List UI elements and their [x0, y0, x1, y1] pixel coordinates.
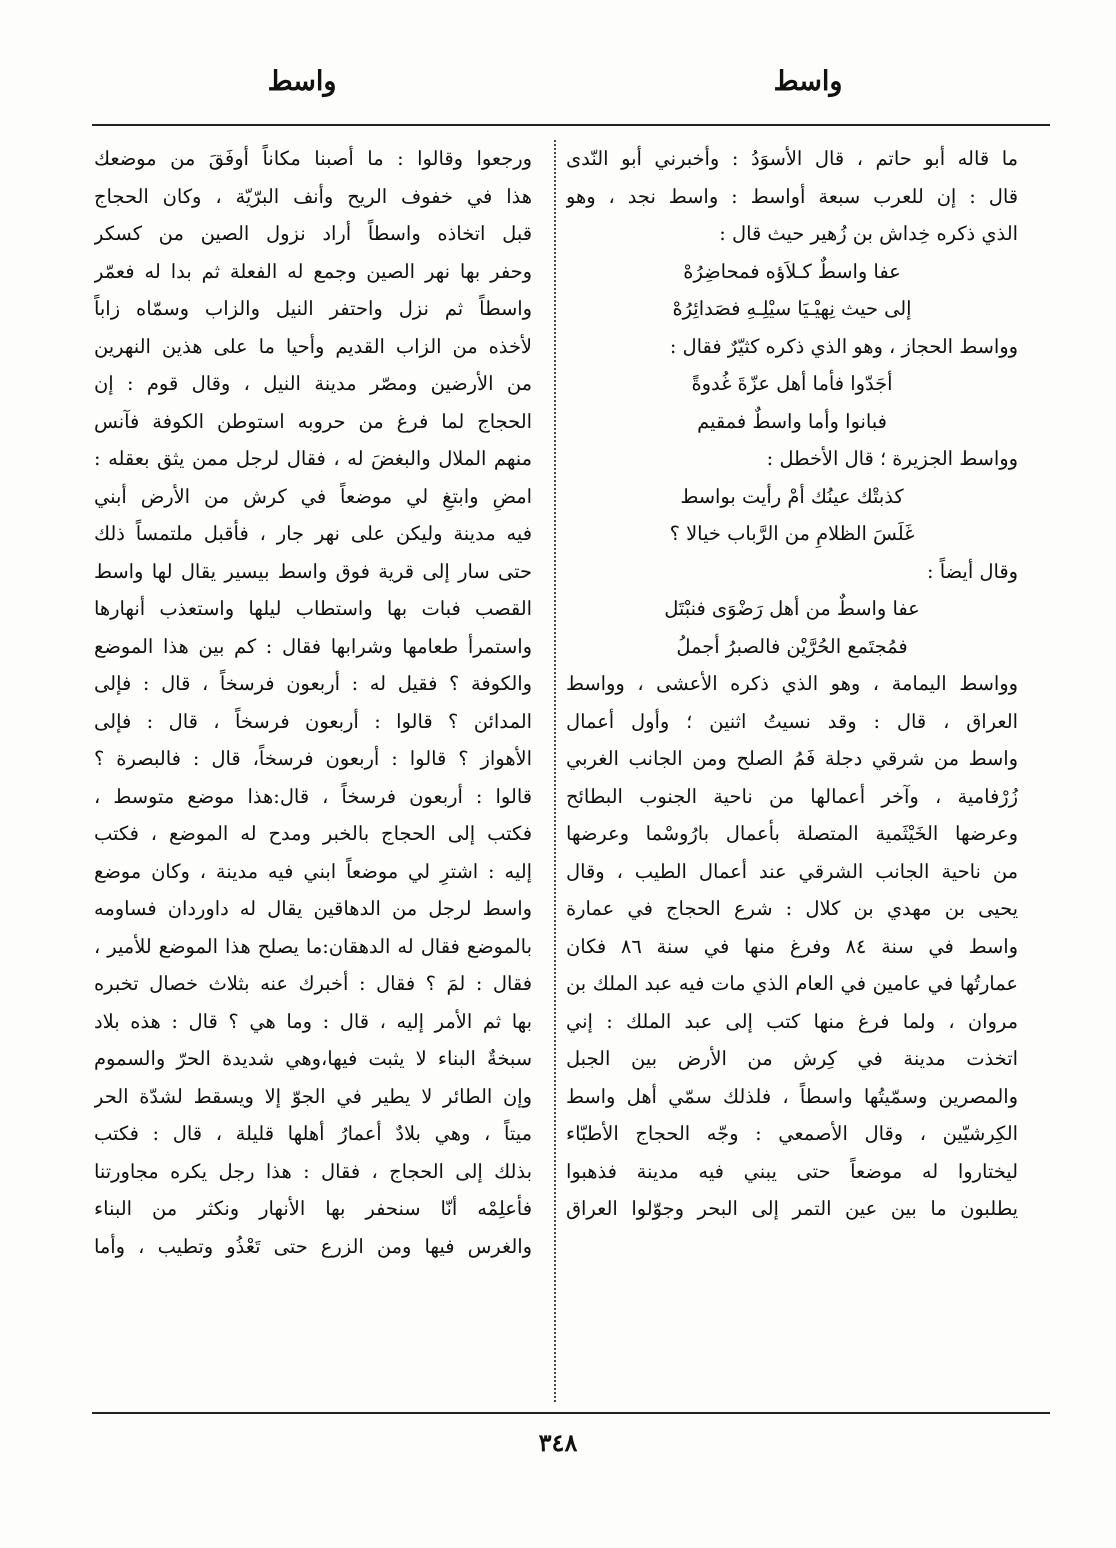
text-line: فأعلِمْه أنّا سنحفر بها الأنهار ونكثر من البناء — [94, 1197, 532, 1220]
text-line: عمارتُها في عامين في العام الذي مات فيه عبد الملك بن — [566, 972, 1018, 995]
text-line: الكِرشيّين ، وقال الأصمعي : وجّه الحجاج الأطبّاء — [566, 1122, 1018, 1145]
running-header-right: واسط — [773, 66, 843, 97]
header-rule — [92, 124, 1050, 126]
column-divider — [554, 140, 556, 1402]
text-line: فقال : لمَ ؟ فقال : أخبرك عنه بثلاث خصال تخبره — [94, 972, 532, 995]
text-line: وإن الطائر لا يطير في الجوّ إلا ويسقط لشدّة الحر — [94, 1084, 532, 1108]
text-line: واسط من شرقي دجلة فَمُ الصلح ومن الجانب الغربي — [566, 747, 1018, 770]
verse-line: فبانوا وأما واسطٌ فمقيم — [697, 409, 887, 433]
text-line: امضِ وابتغِ لي موضعاً في كرش من الأرض أبني — [94, 484, 532, 508]
footer-rule — [92, 1412, 1050, 1414]
text-line: قالوا : أربعون فرسخاً ، قال:هذا موضع متوسط ، — [94, 784, 532, 808]
verse-line: أجَدّوا فأما أهل عزّةَ غُدوةً — [691, 372, 893, 395]
text-line: ما قاله أبو حاتم ، قال الأسوَدُ : وأخبرني أبو النّدى — [566, 147, 1018, 170]
verse-line: إلى حيث نِهيْـيَا سيْلِـهِ فصَدائِرُهْ — [672, 297, 912, 320]
text-line: الحجاج لما فرغ من حروبه استوطن الكوفة فآنس — [94, 409, 532, 433]
page-number: ٣٤٨ — [538, 1428, 578, 1457]
text-line: بذلك إلى الحجاج ، فقال : هذا رجل يكره مجاورتنا — [94, 1159, 532, 1183]
text-line: والمصرين وسمّيتُها واسطاً ، فلذلك سمّي أهل واسط — [566, 1084, 1018, 1108]
text-line: قال : إن للعرب سبعة أواسط : واسط نجد ، وهو — [566, 184, 1018, 208]
text-line: اتخذت مدينة في كِرش من الأرض بين الجبل — [566, 1047, 1018, 1070]
text-line: حتى سار إلى قرية فوق واسط بيسير يقال لها واسط — [94, 559, 532, 583]
text-line: والكوفة ؟ فقيل له : أربعون فرسخاً ، قال : فإلى — [94, 672, 532, 695]
text-line: هذا في خفوف الريح وأنف البرّيّة ، وكان الحجاج — [94, 184, 532, 208]
text-line: يطلبون ما بين عين التمر إلى البحر وجوّلوا العراق — [566, 1197, 1018, 1220]
text-line: لأخذه من الزاب القديم وأحيا ما على هذين النهرين — [94, 334, 532, 358]
text-line: وواسط اليمامة ، وهو الذي ذكره الأعشى ، وواسط — [566, 672, 1018, 695]
right-column — [566, 140, 1018, 1402]
text-line: والغرس فيها ومن الزرع حتى تَعْذُو وتطيب ، وأما — [94, 1234, 532, 1258]
text-line: زُرْفامية ، وآخر أعمالها من ناحية الجنوب البطائح — [566, 784, 1018, 808]
text-line: سبخةٌ البناء لا يثبت فيها،وهي شديدة الحرّ والسموم — [94, 1047, 532, 1070]
text-line: وعرضها الخَيْثَمية المتصلة بأعمال بارُوسْما وعرضها — [566, 822, 1018, 845]
text-line: وواسط الجزيرة ؛ قال الأخطل : — [766, 447, 1018, 470]
text-line: يحيى بن مهدي بن كلال : شرع الحجاج في عمارة — [566, 897, 1018, 920]
text-line: من الأرضين ومصّر مدينة النيل ، وقال قوم : إن — [94, 372, 532, 395]
text-line: وحفر بها نهر الصين وجمع له الفعلة ثم بدا له فعمّر — [94, 259, 532, 283]
left-column — [94, 140, 532, 1402]
text-line: واسط في سنة ٨٤ وفرغ منها في سنة ٨٦ فكان — [566, 934, 1018, 958]
text-line: قبل اتخاذه واسطاً أراد نزول الصين من كسكر — [94, 222, 532, 245]
text-line: المدائن ؟ قالوا : أربعون فرسخاً ، قال : فإلى — [94, 709, 532, 733]
text-line: إليه : اشترِ لي موضعاً ابني فيه مدينة ، وكان موضع — [94, 859, 532, 883]
text-line: العراق ، قال : وقد نسيتُ اثنين ؛ وأول أعمال — [566, 709, 1018, 733]
text-line: منهم الملال والبغضَ له ، فقال لرجل ممن يثق بعقله : — [94, 447, 532, 470]
verse-line: فمُجتَمع الحُرَّيْن فالصبرُ أجملُ — [676, 634, 908, 658]
text-line: واسطاً ثم نزل واحتفر النيل والزاب وسمّاه زاباً — [94, 297, 532, 320]
text-line: واستمرأ طعامها وشرابها فقال : كم بين هذا الموضع — [94, 634, 532, 658]
text-line: ليختاروا له موضعاً حتى يبني فيه مدينة فذهبوا — [566, 1159, 1018, 1183]
text-line: مروان ، ولما فرغ منها كتب إلى عبد الملك : إني — [566, 1009, 1018, 1033]
text-line: من ناحية الجانب الشرقي عند أعمال الطيب ، وقال — [566, 859, 1018, 883]
text-line: فيه مدينة وليكن على نهر جار ، فأقبل ملتمساً ذلك — [94, 522, 532, 545]
text-line: واسط لرجل من الدهاقين يقال له داوردان فساومه — [94, 897, 532, 920]
running-header-left: واسط — [267, 66, 337, 97]
verse-line: غَلَسَ الظلامِ من الرَّباب خيالا ؟ — [669, 522, 915, 545]
text-line: القصب فبات بها واستطاب ليلها واستعذب أنهارها — [94, 597, 532, 620]
verse-line: عفا واسطٌ من أهل رَضْوَى فنبْتَل — [664, 597, 920, 620]
text-line: بها ثم الأمر إليه ، قال : وما هي ؟ قال : هذه بلاد — [94, 1009, 532, 1033]
verse-line: عفا واسطٌ كـلاَؤه فمحاضِرُهْ — [683, 259, 901, 283]
text-line: فكتب إلى الحجاج بالخبر ومدح له الموضع ، فكتب — [94, 822, 532, 845]
text-line: الأهواز ؟ قالوا : أربعون فرسخاً، قال : فالبصرة ؟ — [94, 747, 532, 770]
text-line: الذي ذكره خِداش بن زُهير حيث قال : — [719, 222, 1018, 245]
verse-line: كذبتْك عينُك أمْ رأيت بواسط — [680, 484, 904, 508]
text-line: وقال أيضاً : — [927, 559, 1018, 583]
text-line: وواسط الحجاز ، وهو الذي ذكره كثيّرٌ فقال : — [669, 334, 1018, 358]
text-line: ورجعوا وقالوا : ما أصبنا مكاناً أوفَقَ من موضعك — [94, 147, 532, 170]
text-line: ميتاً ، وهي بلادٌ أعمارُ أهلها قليلة ، قال : فكتب — [94, 1122, 532, 1145]
text-line: بالموضع فقال له الدهقان:ما يصلح هذا الموضع للأمير ، — [94, 934, 532, 958]
